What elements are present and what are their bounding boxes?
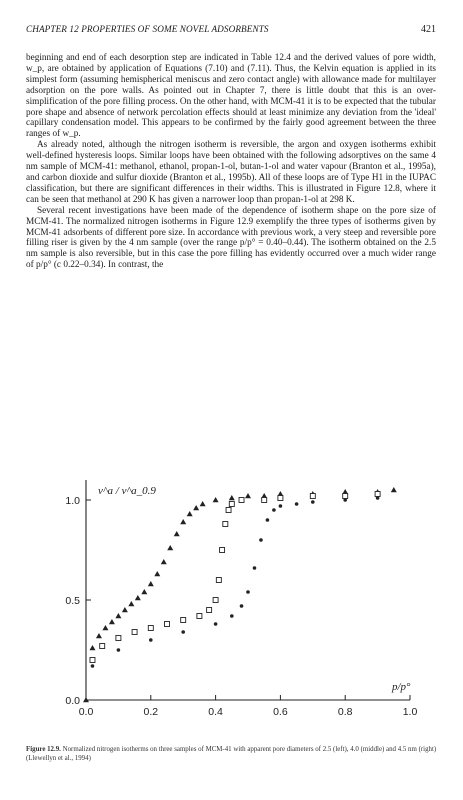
data-point xyxy=(181,630,185,634)
data-point xyxy=(311,500,315,504)
data-point xyxy=(220,548,225,553)
data-point xyxy=(343,494,348,499)
data-point xyxy=(132,630,137,635)
x-tick-label: 0.6 xyxy=(273,706,288,718)
data-point xyxy=(279,504,283,508)
data-point xyxy=(226,508,231,513)
data-point xyxy=(213,497,219,502)
data-point xyxy=(240,604,244,608)
data-point xyxy=(200,501,206,506)
data-point xyxy=(278,496,283,501)
data-point xyxy=(272,508,276,512)
data-point xyxy=(161,559,167,564)
data-point xyxy=(165,622,170,627)
data-point xyxy=(148,581,154,586)
caption-label: Figure 12.9. xyxy=(26,746,61,753)
data-point xyxy=(102,625,108,630)
data-point xyxy=(167,545,173,550)
data-point xyxy=(141,589,147,594)
page-header xyxy=(26,24,436,38)
x-tick-label: 0.4 xyxy=(208,706,223,718)
data-point xyxy=(117,648,121,652)
data-point xyxy=(115,613,121,618)
data-point xyxy=(262,498,267,503)
data-point xyxy=(229,495,235,500)
data-point xyxy=(122,607,128,612)
data-point xyxy=(216,578,221,583)
data-point xyxy=(193,505,199,510)
y-tick-label: 0.5 xyxy=(65,595,80,607)
data-point xyxy=(96,633,102,638)
data-point xyxy=(229,502,234,507)
chart-plot-area xyxy=(83,487,397,702)
x-tick-label: 1.0 xyxy=(402,706,418,718)
data-point xyxy=(295,502,299,506)
caption-text: Normalized nitrogen isotherms on three samples of MCM-41 with apparent pore diameters of 2.5 (left), 4.0 (middle) and 4.5 nm (right) (Llewellyn et al., 1994) xyxy=(26,746,437,762)
x-tick-label: 0.2 xyxy=(143,706,159,718)
data-point xyxy=(266,518,270,522)
x-tick-label: 0.8 xyxy=(337,706,353,718)
data-point xyxy=(259,538,263,542)
y-axis-label: v^a / v^a_0.9 xyxy=(98,485,156,497)
data-point xyxy=(230,614,234,618)
data-point xyxy=(89,645,95,650)
paragraph-2: As already noted, although the nitrogen isotherm is reversible, the argon and oxygen isotherms exhibit well-defined hysteresis loops. Similar loops have been obtained with the following adsorptives on the same 4 nm sample of MCM-41: methanol, ethanol, propan-1-ol, butan-1-ol and water vapour (Branton et al., 1995a), and carbon dioxide and sulfur dioxide (Branton et al., 1995b). All of these loops are of Type H1 in the IUPAC classification, but there are significant differences in their widths. This is illustrated in Figure 12.8, where it can be seen that methanol at 290 K has given a narrower loop than propan-1-ol at 298 K. xyxy=(26,140,436,205)
data-point xyxy=(90,658,95,663)
data-point xyxy=(223,522,228,527)
data-point xyxy=(207,608,212,613)
data-point xyxy=(343,498,347,502)
y-tick-label: 0.0 xyxy=(65,695,80,707)
data-point xyxy=(174,531,180,536)
data-point xyxy=(135,595,141,600)
x-axis-label: p/p° xyxy=(392,681,411,693)
data-point xyxy=(376,496,380,500)
data-point xyxy=(391,487,397,492)
paragraph-3: Several recent investigations have been made of the dependence of isotherm shape on the pore size of MCM-41. The normalized nitrogen isotherms in Figure 12.9 exemplify the three types of isotherms given by MCM-41 adsorbents of different pore size. In accordance with previous work, a very steep and reversible pore filling riser is given by the 4 nm sample (over the range p/p° = 0.40–0.44). The isotherm obtained on the 2.5 nm sample is also reversible, but in this case the pore filling has evidently occurred over a much wider range of p/p° (c 0.22–0.34). In contrast, the xyxy=(26,205,436,271)
data-point xyxy=(109,619,115,624)
data-point xyxy=(148,626,153,631)
data-point xyxy=(253,566,257,570)
isotherm-chart xyxy=(40,468,440,740)
isotherm-figure xyxy=(40,468,440,740)
body-text xyxy=(26,53,436,271)
data-point xyxy=(239,498,244,503)
chapter-title: CHAPTER 12 PROPERTIES OF SOME NOVEL ADSORBENTS xyxy=(26,24,269,34)
data-point xyxy=(375,492,380,497)
data-point xyxy=(181,618,186,623)
data-point xyxy=(154,571,160,576)
data-point xyxy=(213,598,218,603)
data-point xyxy=(100,644,105,649)
data-point xyxy=(180,519,186,524)
paragraph-1: beginning and end of each desorption step are indicated in Table 12.4 and the derived values of pore width, w_p, are obtained by application of Equations (7.10) and (7.11). Thus, the Kelvin equation is applied in its simplest form (assuming hemispherical meniscus and zero contact angle) with allowance made for multilayer adsorption on the pore walls. As pointed out in Chapter 7, there is little doubt that this is an over-simplification of the pore filling process. On the other hand, with MCM-41 it is to be expected that the tubular pore shape and absence of network percolation effects should at least minimize any deviation from the 'ideal' capillary condensation model. This appears to be confirmed by the fairly good agreement between the three ranges of w_p. xyxy=(26,53,436,140)
data-point xyxy=(149,638,153,642)
y-tick-label: 1.0 xyxy=(65,495,80,507)
data-point xyxy=(116,636,121,641)
data-point xyxy=(128,601,134,606)
data-point xyxy=(187,511,193,516)
page-number: 421 xyxy=(421,24,436,35)
x-tick-label: 0.0 xyxy=(78,706,94,718)
chart-axes xyxy=(65,480,417,718)
figure-caption xyxy=(26,745,438,763)
data-point xyxy=(245,493,251,498)
data-point xyxy=(91,664,95,668)
data-point xyxy=(214,622,218,626)
data-point xyxy=(197,614,202,619)
data-point xyxy=(246,590,250,594)
data-point xyxy=(310,494,315,499)
